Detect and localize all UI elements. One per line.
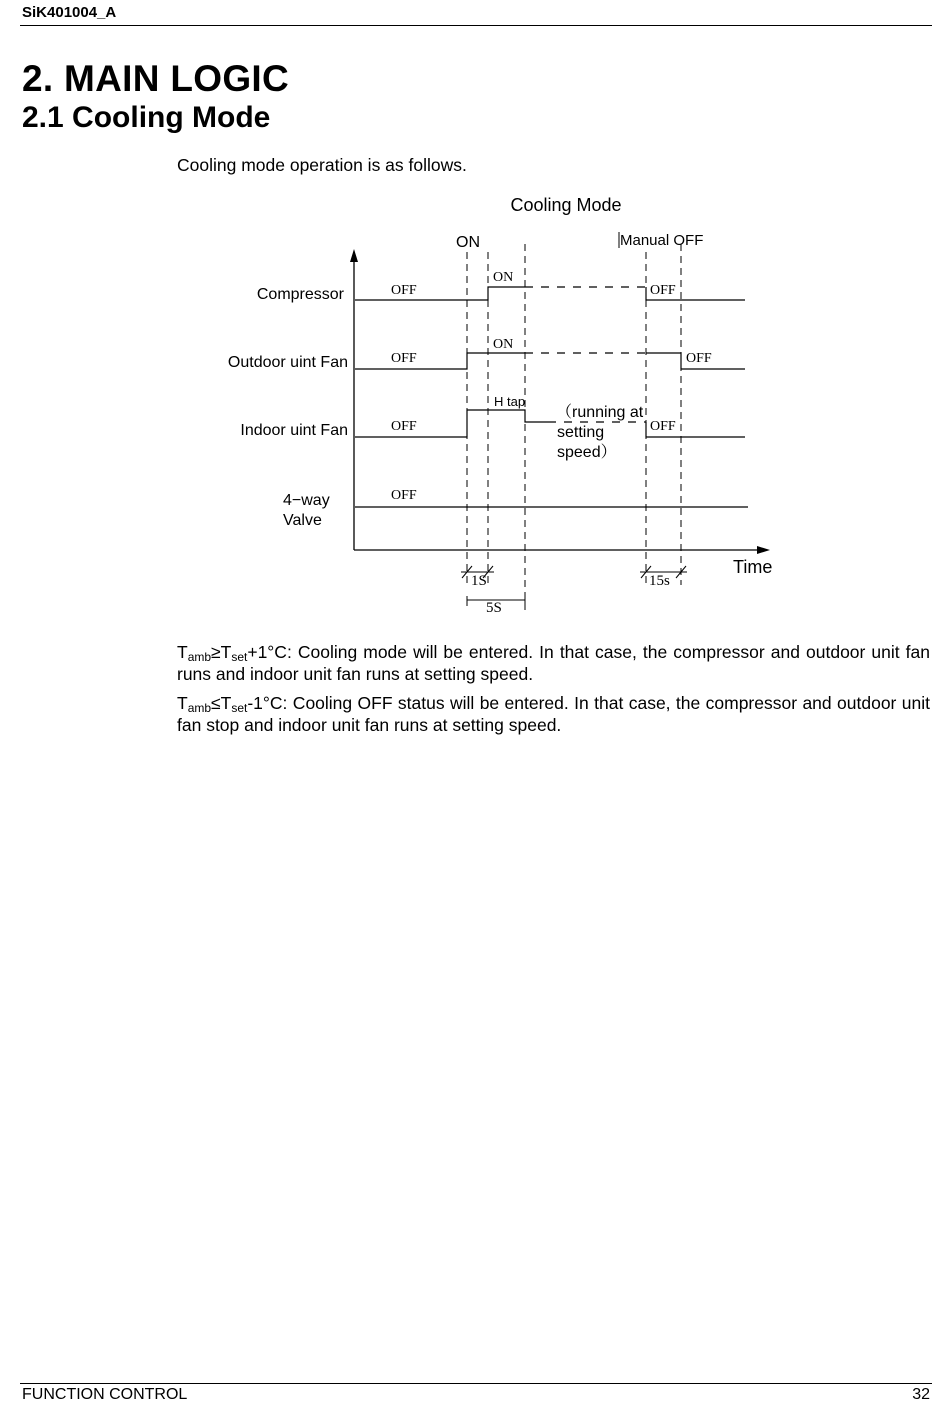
page-number: 32 [912, 1386, 930, 1403]
indoor-fan-note-line2: setting [557, 424, 605, 441]
outdoor-fan-state-off-1: OFF [391, 351, 417, 366]
indoor-fan-note-line1: （running at [556, 404, 644, 421]
footer-section-name: FUNCTION CONTROL [22, 1386, 188, 1403]
time-axis-arrow-icon [757, 546, 770, 554]
section-heading: 2. MAIN LOGIC [22, 58, 290, 99]
row-label-indoor-fan: Indoor uint Fan [240, 422, 348, 439]
indoor-fan-note-line3: speed） [557, 444, 617, 461]
compressor-state-off-1: OFF [391, 283, 417, 298]
compressor-state-on: ON [493, 270, 514, 285]
diagram-title: Cooling Mode [510, 195, 622, 215]
row-label-outdoor-fan: Outdoor uint Fan [227, 354, 348, 371]
paragraph-cooling-on: $T_{amb}\ge T_{set}+1^\circ C$: Cooling mode will be entered. In that case, the compressor and outdoor unit fan runs and indoor unit fan runs at setting speed. [177, 642, 930, 684]
outdoor-fan-state-on: ON [493, 337, 514, 352]
subsection-heading: 2.1 Cooling Mode [22, 101, 271, 134]
manual-off-label: Manual OFF [620, 232, 704, 249]
indoor-fan-state-off-1: OFF [391, 419, 417, 434]
4way-valve-state-off: OFF [391, 488, 417, 503]
row-label-4way-line2: Valve [283, 512, 322, 529]
on-label: ON [456, 234, 480, 251]
intro-text: Cooling mode operation is as follows. [177, 155, 467, 175]
y-axis-arrow-icon [350, 249, 358, 262]
time-label: Time [733, 557, 773, 577]
interval-15s: 15s [649, 573, 670, 589]
paragraph-cooling-off: $T_{amb}\le T_{set}-1^\circ C$: Cooling OFF status will be entered. In that case, the compressor and outdoor unit fan stop and indoor unit fan runs at setting speed. [177, 693, 930, 735]
outdoor-fan-state-off-2: OFF [686, 351, 712, 366]
compressor-state-off-2: OFF [650, 283, 676, 298]
interval-1s: 1S [471, 573, 487, 589]
cooling-mode-timing-diagram [0, 0, 950, 640]
footer-rule [20, 1383, 932, 1384]
interval-5s: 5S [486, 600, 502, 616]
row-label-4way-line1: 4−way [283, 492, 330, 509]
document-code: SiK401004_A [22, 4, 117, 21]
indoor-fan-state-off-2: OFF [650, 419, 676, 434]
row-label-compressor: Compressor [256, 286, 344, 303]
indoor-fan-state-htap: H tap [494, 394, 526, 409]
